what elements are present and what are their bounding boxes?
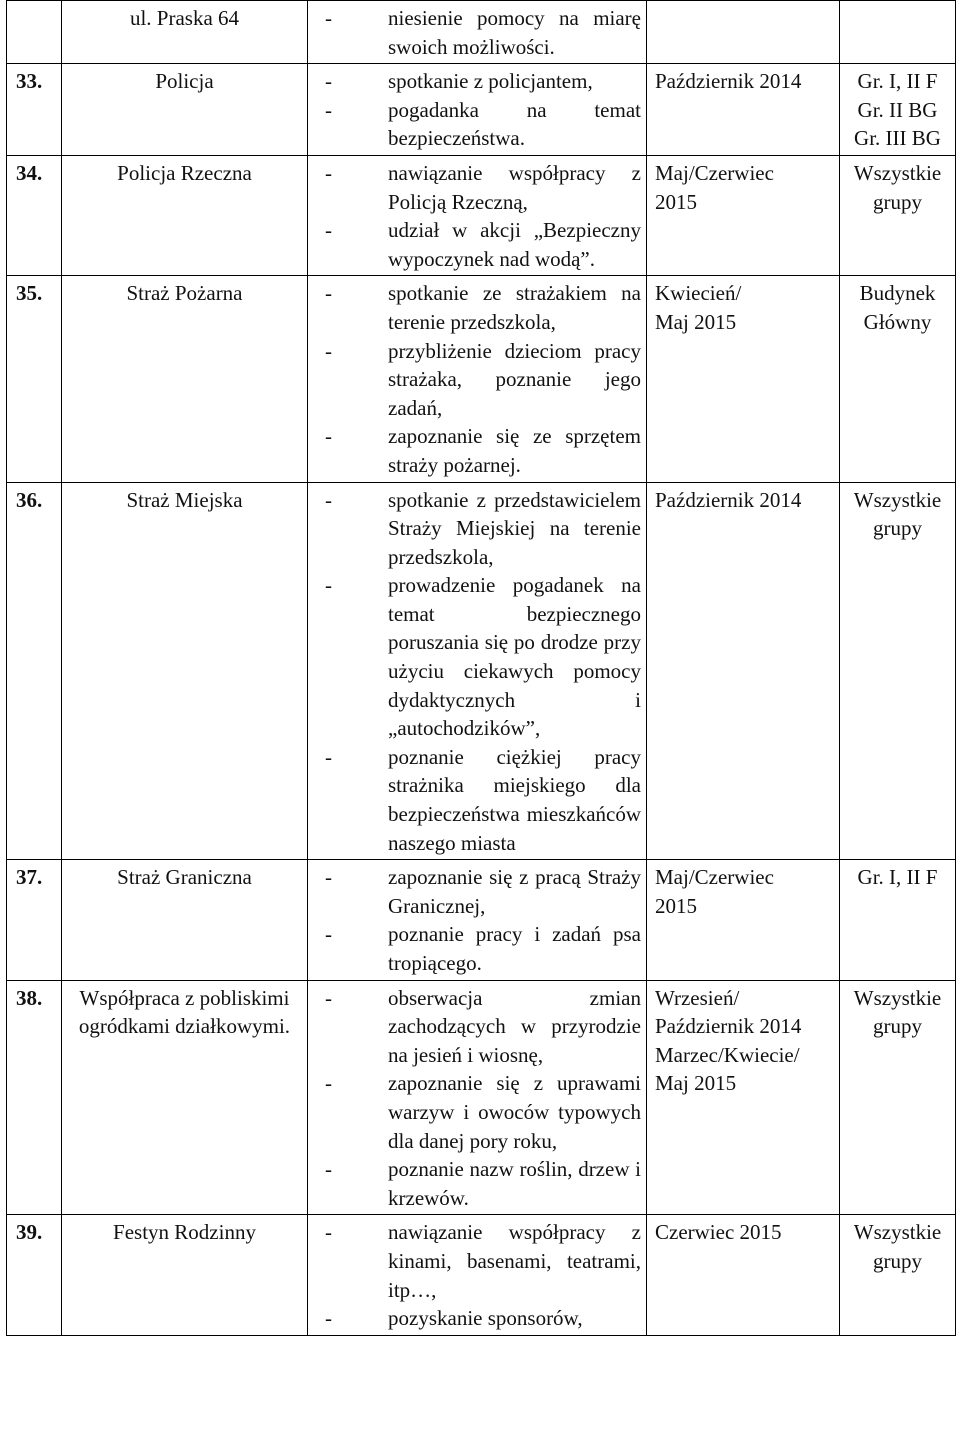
date-line: Wrzesień/ [655,985,740,1010]
date-line: Maj/Czerwiec [655,160,774,185]
row-number: 38. [7,980,62,1215]
date-line: 2015 [655,189,697,214]
groups-cell [840,860,956,980]
activity-text: pozyskanie sponsorów, [388,1306,583,1331]
groups-line: Gr. III BG [854,126,941,151]
groups-line: Budynek [859,281,936,306]
date-cell [647,155,840,275]
activity-text: nawiązanie współpracy z Policją Rzeczną, [388,160,641,214]
groups-cell [840,1,956,64]
activity-dash: - [325,922,332,947]
groups-line: Wszystkie [853,487,942,512]
institution-cell: ul. Praska 64 [62,1,308,64]
activity-dash: - [325,6,332,30]
date-line: Październik 2014 [655,69,802,94]
activity-text: zapoznanie się z pracą Straży Granicznej, [388,865,641,918]
activity-dash: - [325,487,332,512]
date-cell [647,482,840,860]
institution-cell: Festyn Rodzinny [62,1215,308,1335]
groups-cell [840,1215,956,1335]
groups-line: Gr. I, II F [857,69,938,94]
groups-line: Główny [863,309,932,334]
date-cell [647,1215,840,1335]
groups-cell [840,276,956,482]
row-number: 39. [7,1215,62,1335]
cooperation-table [6,0,956,1336]
groups-line: Wszystkie [853,1220,942,1245]
activity-text: prowadzenie pogadanek na temat bezpiecznego poruszania się po drodze przy użyciu ciekawych pomocy dydaktycznych i „autochodzików”, [388,573,641,741]
institution-cell: Współpraca z pobliskimi ogródkami działkowymi. [62,980,308,1215]
activity-item [313,1218,641,1304]
activity-item [313,743,641,857]
date-line: Maj 2015 [655,309,737,334]
row-number: 34. [7,155,62,275]
groups-line: grupy [873,1014,922,1039]
activities-cell [308,1215,647,1335]
activity-dash: - [325,1157,332,1182]
row-number: 36. [7,482,62,860]
date-line: Październik 2014 [655,487,802,512]
activity-text: obserwacja zmian zachodzących w przyrodzie na jesień i wiosnę, [388,985,641,1067]
groups-line: grupy [873,189,922,214]
activity-text: spotkanie ze strażakiem na terenie przedszkola, [388,281,641,334]
date-line: Czerwiec 2015 [655,1220,782,1245]
activity-dash: - [325,69,332,94]
activity-dash: - [325,338,332,363]
row-number: 35. [7,276,62,482]
activity-text: niesienie pomocy na miarę swoich możliwości. [388,6,641,59]
activity-dash: - [325,424,332,449]
activity-dash: - [325,218,332,243]
activity-item [313,571,641,743]
groups-line: Gr. II BG [857,97,938,122]
activity-dash: - [325,1220,332,1245]
activity-dash: - [325,865,332,890]
activity-item [313,337,641,423]
date-cell [647,64,840,156]
activity-item [313,67,641,96]
groups-cell [840,980,956,1215]
activity-text: poznanie nazw roślin, drzew i krzewów. [388,1157,641,1210]
activity-item [313,920,641,977]
groups-line: Wszystkie [853,160,942,185]
activity-item [313,279,641,336]
activity-text: pogadanka na temat bezpieczeństwa. [388,97,641,151]
table-row [7,980,956,1215]
date-line: Marzec/Kwiecie/ [655,1042,800,1067]
activity-text: spotkanie z przedstawicielem Straży Miejskiej na terenie przedszkola, [388,487,641,569]
activity-dash: - [325,985,332,1010]
activity-dash: - [325,281,332,306]
groups-line: Gr. I, II F [857,865,938,890]
activities-cell [308,482,647,860]
table-row [7,860,956,980]
table-row [7,64,956,156]
date-cell [647,980,840,1215]
activity-text: zapoznanie się ze sprzętem straży pożarnej. [388,424,641,477]
date-line: Maj 2015 [655,1071,737,1096]
activity-item [313,1155,641,1212]
table-row [7,1215,956,1335]
date-cell [647,276,840,482]
activity-dash: - [325,744,332,769]
date-cell [647,1,840,64]
row-number: 37. [7,860,62,980]
activity-text: spotkanie z policjantem, [388,69,593,94]
activities-cell [308,276,647,482]
date-line: 2015 [655,893,697,918]
table-row [7,1,956,64]
groups-cell [840,482,956,860]
activity-item [313,984,641,1070]
date-line: Kwiecień/ [655,281,742,306]
activity-dash: - [325,573,332,598]
activity-text: przybliżenie dzieciom pracy strażaka, poznanie jego zadań, [388,338,641,420]
institution-cell: Policja Rzeczna [62,155,308,275]
table-row [7,482,956,860]
activity-dash: - [325,1071,332,1096]
institution-cell: Policja [62,64,308,156]
activity-item [313,216,641,273]
activities-cell [308,860,647,980]
activity-text: zapoznanie się z uprawami warzyw i owoców typowych dla danej pory roku, [388,1071,641,1153]
table-row [7,155,956,275]
institution-cell: Straż Graniczna [62,860,308,980]
table-row [7,276,956,482]
groups-line: grupy [873,1248,922,1273]
groups-line: Wszystkie [853,985,942,1010]
activity-item [313,486,641,572]
institution-cell: Straż Miejska [62,482,308,860]
table-body [7,1,956,1336]
activity-text: nawiązanie współpracy z kinami, basenami, teatrami, itp…, [388,1220,641,1302]
activity-item [313,96,641,153]
activity-dash: - [325,1306,332,1331]
groups-cell [840,155,956,275]
date-cell [647,860,840,980]
groups-cell [840,64,956,156]
activity-item [313,422,641,479]
activities-cell [308,64,647,156]
activity-dash: - [325,160,332,185]
activities-cell [308,1,647,64]
date-line: Październik 2014 [655,1014,802,1039]
groups-line: grupy [873,516,922,541]
activity-text: poznanie ciężkiej pracy strażnika miejskiego dla bezpieczeństwa mieszkańców naszego miasta [388,744,641,855]
activities-cell [308,980,647,1215]
activities-cell [308,155,647,275]
row-number: 33. [7,64,62,156]
activity-dash: - [325,97,332,122]
activity-item [313,1069,641,1155]
activity-item [313,1304,641,1333]
date-line: Maj/Czerwiec [655,865,774,890]
activity-item [313,159,641,216]
institution-cell: Straż Pożarna [62,276,308,482]
row-number [7,1,62,64]
activity-item [313,863,641,920]
activity-text: poznanie pracy i zadań psa tropiącego. [388,922,641,975]
activity-item [313,4,641,61]
activity-text: udział w akcji „Bezpieczny wypoczynek nad wodą”. [388,218,641,271]
